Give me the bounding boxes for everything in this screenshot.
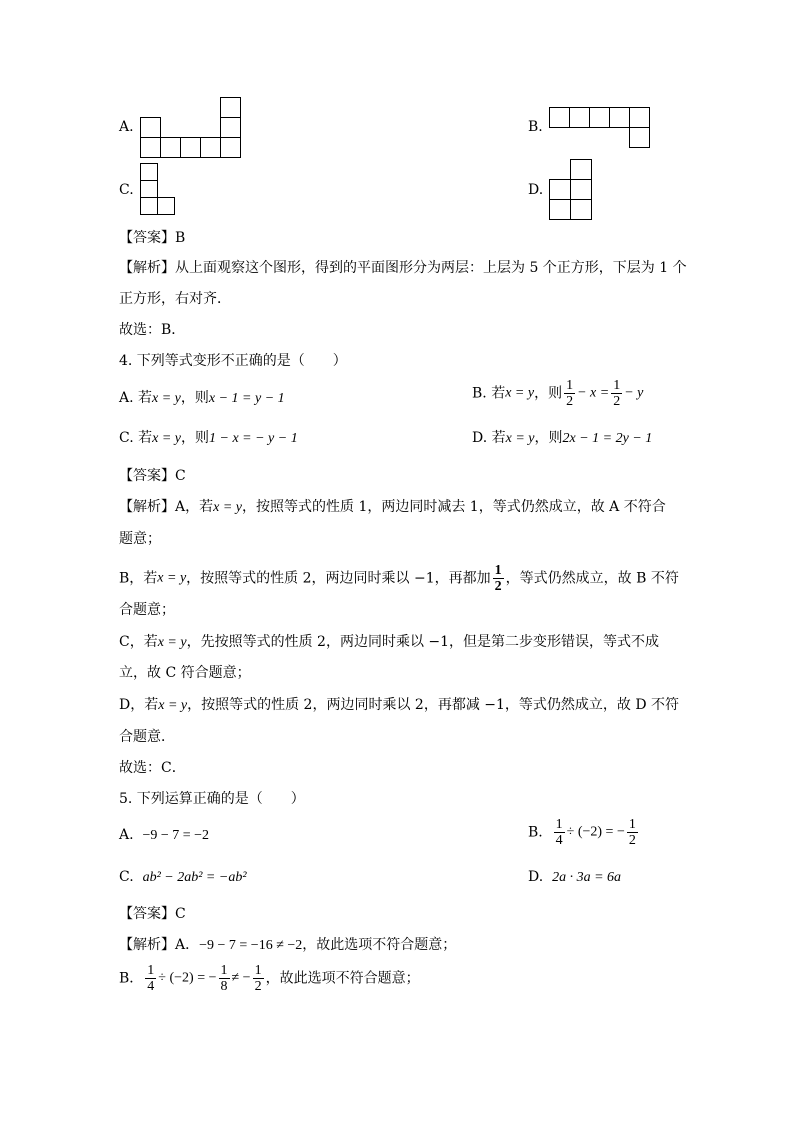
q5-option-d-expression: 2a · 3a = 6a <box>552 870 622 885</box>
q4-option-a-prefix: A. 若 <box>119 390 153 406</box>
q3-option-c-label: C. <box>119 182 134 198</box>
analysis-text: B，若 <box>119 570 158 587</box>
q3-option-c-figure <box>140 163 177 215</box>
q4-analysis-c-line2: 立，故 C 符合题意； <box>119 665 251 681</box>
analysis-condition: x = y <box>157 570 187 586</box>
q5-option-b-label: B. <box>528 824 543 841</box>
q5-option-b-fraction-2 <box>627 817 638 848</box>
analysis-fraction <box>145 963 156 994</box>
analysis-text: ，按照等式的性质 2，两边同时乘以 −1，再都加 <box>186 570 491 587</box>
q4-option-c-condition: x = y <box>152 431 181 446</box>
fraction-denominator: 2 <box>494 579 502 594</box>
q5-option-a-expression: −9 − 7 = −2 <box>142 828 210 843</box>
fraction-denominator: 4 <box>555 833 563 848</box>
fraction-numerator: 1 <box>494 563 502 578</box>
q3-option-b-label: B. <box>528 119 543 135</box>
q3-analysis-line2: 正方形，右对齐． <box>119 291 231 307</box>
q3-analysis-line1: 【解析】从上面观察这个图形，得到的平面图形分为两层：上层为 5 个正方形，下层为 1 个 <box>119 260 687 276</box>
analysis-text: ，等式仍然成立，故 B 不符 <box>505 570 679 587</box>
fraction-numerator: 1 <box>254 963 262 978</box>
fraction-denominator: 8 <box>220 979 228 994</box>
fraction-numerator: 1 <box>220 963 228 978</box>
analysis-condition: x = y <box>157 635 187 650</box>
q3-conclusion: 故选：B． <box>119 322 186 338</box>
q5-option-c-label: C. <box>119 869 134 885</box>
q5-option-b-mid: ÷ (−2) = − <box>566 824 625 840</box>
analysis-fraction <box>253 963 264 994</box>
q4-option-b-fraction <box>564 378 575 409</box>
q5-option-c-expression: ab² − 2ab² = −ab² <box>142 870 247 885</box>
fraction-denominator: 2 <box>254 979 262 994</box>
q4-option-a-mid: ，则 <box>180 390 209 406</box>
q4-option-b-minus-x: − x = <box>577 385 610 401</box>
q5-option-b <box>528 817 640 848</box>
analysis-text: ，按照等式的性质 1，两边同时减去 1，等式仍然成立，故 A 不符合 <box>242 499 666 515</box>
q3-option-b-figure <box>549 107 651 148</box>
q4-option-a <box>119 388 285 409</box>
q4-option-c-mid: ，则 <box>181 430 209 446</box>
analysis-text: C，若 <box>119 634 158 650</box>
q5-option-a <box>119 825 209 846</box>
analysis-expression: ≠ − <box>231 970 251 986</box>
q5-option-c <box>119 867 247 888</box>
q4-option-a-expression: x − 1 = y − 1 <box>208 391 285 406</box>
q4-option-b-fraction-2 <box>611 378 622 409</box>
q4-analysis-a-line1 <box>119 497 666 518</box>
q4-option-b <box>472 378 643 409</box>
fraction-denominator: 2 <box>628 833 636 848</box>
q5-option-d-label: D. <box>528 869 544 885</box>
q4-option-b-minus-y: − y <box>624 385 644 401</box>
q4-question: 4. 下列等式变形不正确的是（ ） <box>119 353 347 369</box>
analysis-text: D，若 <box>119 697 159 713</box>
q5-question: 5. 下列运算正确的是（ ） <box>119 791 305 807</box>
q4-analysis-d-line1 <box>119 695 679 716</box>
q4-option-c-prefix: C. 若 <box>119 430 153 446</box>
analysis-text: 【解析】A． <box>119 937 200 953</box>
q4-option-d-mid: ，则 <box>534 430 563 446</box>
q4-option-a-condition: x = y <box>152 391 181 406</box>
q3-option-a-label: A. <box>119 119 134 135</box>
fraction-numerator: 1 <box>147 963 155 978</box>
fraction-numerator: 1 <box>566 378 574 393</box>
q3-option-a-figure <box>140 97 242 158</box>
analysis-condition: x = y <box>213 500 242 515</box>
q4-option-d-prefix: D. 若 <box>472 430 506 446</box>
q3-option-d-label: D. <box>528 182 544 198</box>
q5-answer: 【答案】C <box>119 906 186 922</box>
fraction-denominator: 4 <box>147 979 155 994</box>
fraction-numerator: 1 <box>555 817 563 832</box>
q4-option-c <box>119 428 298 449</box>
analysis-text: ，按照等式的性质 2，两边同时乘以 2，再都减 −1，等式仍然成立，故 D 不符 <box>187 697 680 713</box>
q4-option-d-condition: x = y <box>505 431 535 446</box>
q5-option-b-fraction <box>554 817 565 848</box>
analysis-condition: x = y <box>158 698 188 713</box>
analysis-text: ，故此选项不符合题意； <box>302 937 457 953</box>
q4-analysis-b-line1 <box>119 563 679 594</box>
q4-option-d <box>472 428 652 449</box>
q3-answer: 【答案】B <box>119 230 186 246</box>
q4-option-b-prefix: B. 若 <box>472 385 506 402</box>
q5-analysis-b <box>119 963 420 994</box>
analysis-text: 【解析】A，若 <box>119 499 214 515</box>
q4-option-d-expression: 2x − 1 = 2y − 1 <box>562 431 653 446</box>
fraction-numerator: 1 <box>613 378 621 393</box>
q5-option-a-label: A. <box>119 827 134 843</box>
q4-analysis-c-line1 <box>119 632 659 653</box>
fraction-denominator: 2 <box>566 394 574 409</box>
analysis-text: ，先按照等式的性质 2，两边同时乘以 −1，但是第二步变形错误，等式不成 <box>186 634 660 650</box>
q4-analysis-a-line2: 题意； <box>119 531 161 547</box>
analysis-fraction <box>219 963 230 994</box>
analysis-text: B． <box>119 970 144 987</box>
q4-answer: 【答案】C <box>119 468 186 484</box>
q4-analysis-b-line2: 合题意； <box>119 602 175 618</box>
q4-option-b-condition: x = y <box>505 385 535 401</box>
q4-option-b-mid: ，则 <box>534 385 563 402</box>
analysis-expression: −9 − 7 = −16 ≠ −2 <box>199 938 303 953</box>
fraction-denominator: 2 <box>613 394 621 409</box>
analysis-text: ，故此选项不符合题意； <box>265 970 420 987</box>
analysis-expression: ÷ (−2) = − <box>158 970 217 986</box>
q3-option-d-figure <box>549 159 593 221</box>
q4-option-c-expression: 1 − x = − y − 1 <box>209 431 298 446</box>
fraction-numerator: 1 <box>628 817 636 832</box>
q4-conclusion: 故选：C． <box>119 760 186 776</box>
analysis-fraction <box>493 563 504 594</box>
q4-analysis-d-line2: 合题意． <box>119 729 175 745</box>
q5-analysis-a <box>119 935 456 956</box>
q5-option-d <box>528 867 621 888</box>
